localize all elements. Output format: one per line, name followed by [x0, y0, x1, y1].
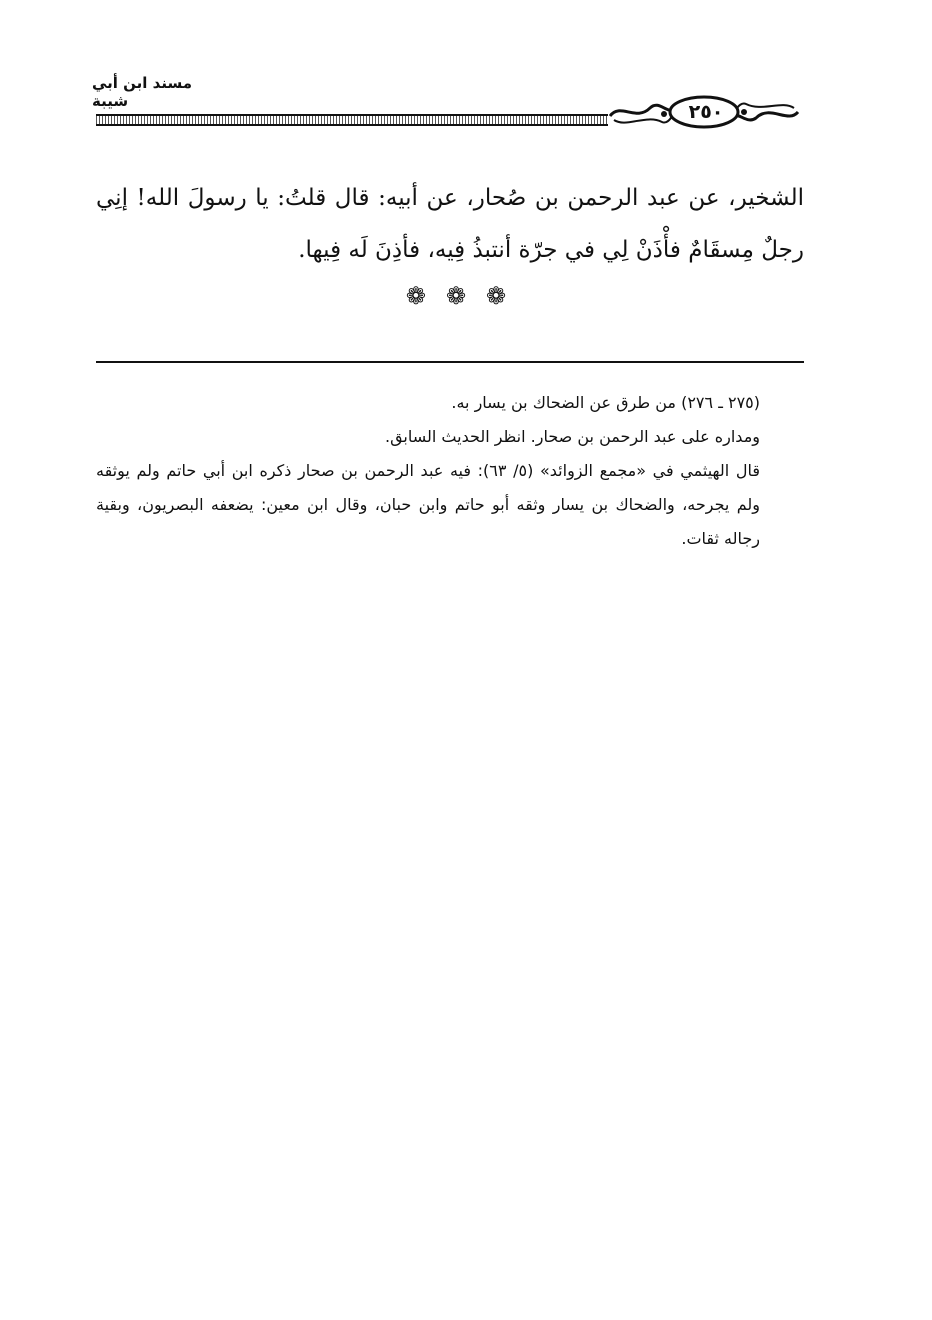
page-number: ٢٥٠ [688, 101, 724, 123]
footnote-rule [96, 361, 804, 363]
section-separator-stars: ❁❁❁ [405, 282, 527, 310]
main-text-paragraph: الشخير، عن عبد الرحمن بن صُحار، عن أبيه: قال قلتُ: يا رسولَ الله! إنِي رجلٌ مِسقَامٌ فأْذَنْ لِي في جرّة أنتبذُ فِيه، فأذِنَ لَه فِيها. [96, 185, 804, 263]
header-rule [96, 114, 608, 126]
footnote-line: ومداره على عبد الرحمن بن صحار. انظر الحديث السابق. [384, 427, 760, 446]
footnotes [96, 386, 760, 556]
footnote-line: قال الهيثمي في «مجمع الزوائد» (٥/ ٦٣): فيه عبد الرحمن بن صحار ذكره ابن أبي حاتم ولم يوثقه ولم يجرحه، والضحاك بن يسار وثقه أبو حاتم وابن حبان، وقال ابن معين: يضعفه البصريون، وبقية رجاله ثقات. [96, 461, 761, 548]
footnote-line: (٢٧٥ ـ ٢٧٦) من طرق عن الضحاك بن يسار به. [451, 393, 760, 412]
running-header-title: مسند ابن أبي شيبة [92, 74, 193, 110]
